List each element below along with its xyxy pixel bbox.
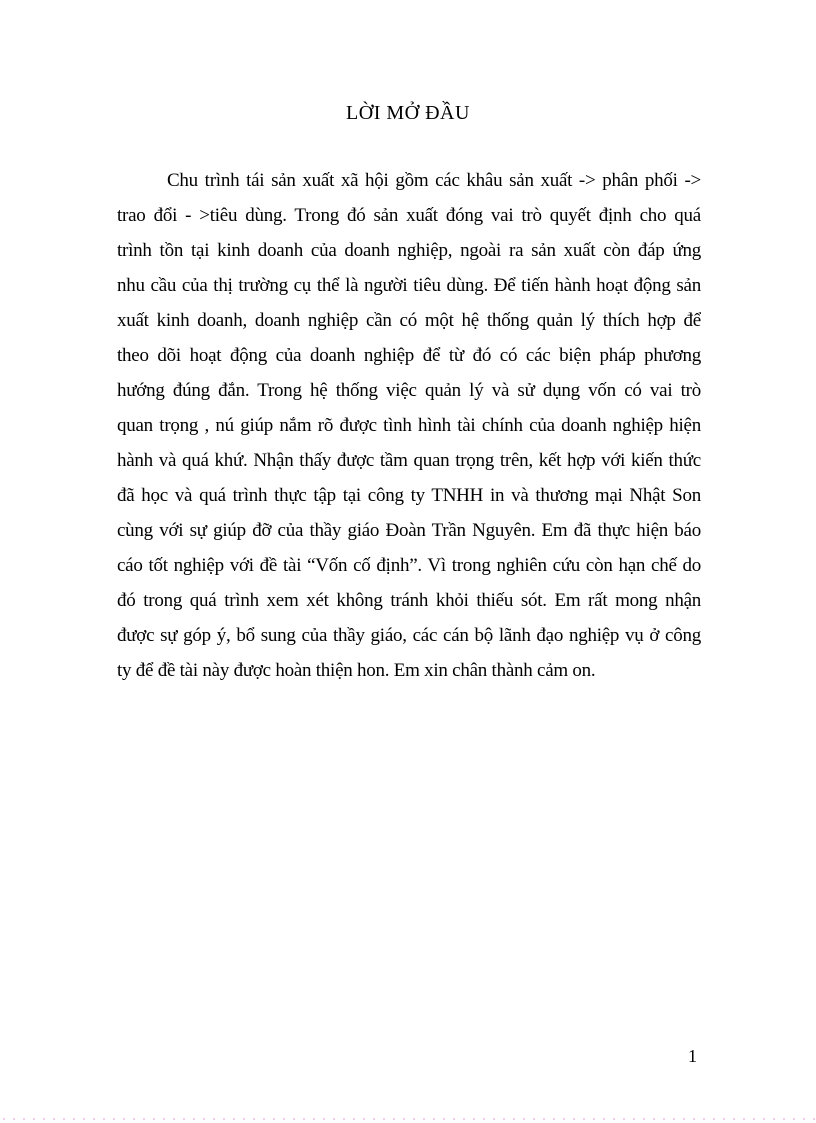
page-bottom-dotted-line: [3, 1118, 816, 1120]
text-line: ty để đề tài này được hoàn thiện hon. Em xin chân thành cảm on.: [117, 660, 596, 681]
intro-paragraph: [117, 163, 701, 688]
text-line: nhu cầu của thị trường cụ thể là người tiêu dùng. Để tiến hành hoạt động sản: [117, 275, 701, 296]
text-line: theo dõi hoạt động của doanh nghiệp để từ đó có các biện pháp phương: [117, 345, 701, 366]
text-line: quan trọng , nú giúp nắm rõ được tình hình tài chính của doanh nghiệp hiện: [117, 415, 701, 436]
page-number: 1: [688, 1046, 697, 1066]
text-line: hành và quá khứ. Nhận thấy được tầm quan trọng trên, kết hợp với kiến thức: [117, 450, 701, 471]
text-line: trình tồn tại kinh doanh của doanh nghiệp, ngoài ra sản xuất còn đáp ứng: [117, 240, 701, 261]
text-line: đó trong quá trình xem xét không tránh khỏi thiếu sót. Em rất mong nhận: [117, 590, 701, 611]
page-title: LỜI MỞ ĐẦU: [346, 102, 470, 124]
text-line: xuất kinh doanh, doanh nghiệp cần có một hệ thống quản lý thích hợp để: [117, 310, 701, 331]
text-line: Chu trình tái sản xuất xã hội gồm các khâu sản xuất -> phân phối ->: [167, 170, 701, 191]
text-line: cùng với sự giúp đỡ của thầy giáo Đoàn Trần Nguyên. Em đã thực hiện báo: [117, 520, 701, 541]
text-line: đã học và quá trình thực tập tại công ty TNHH in và thương mại Nhật Son: [117, 485, 701, 506]
text-line: cáo tốt nghiệp với đề tài “Vốn cố định”. Vì trong nghiên cứu còn hạn chế do: [117, 555, 701, 576]
text-line: trao đổi - >tiêu dùng. Trong đó sản xuất đóng vai trò quyết định cho quá: [117, 205, 701, 226]
text-line: hướng đúng đắn. Trong hệ thống việc quản lý và sử dụng vốn có vai trò: [117, 380, 701, 401]
text-line: được sự góp ý, bổ sung của thầy giáo, các cán bộ lãnh đạo nghiệp vụ ở công: [117, 625, 701, 646]
